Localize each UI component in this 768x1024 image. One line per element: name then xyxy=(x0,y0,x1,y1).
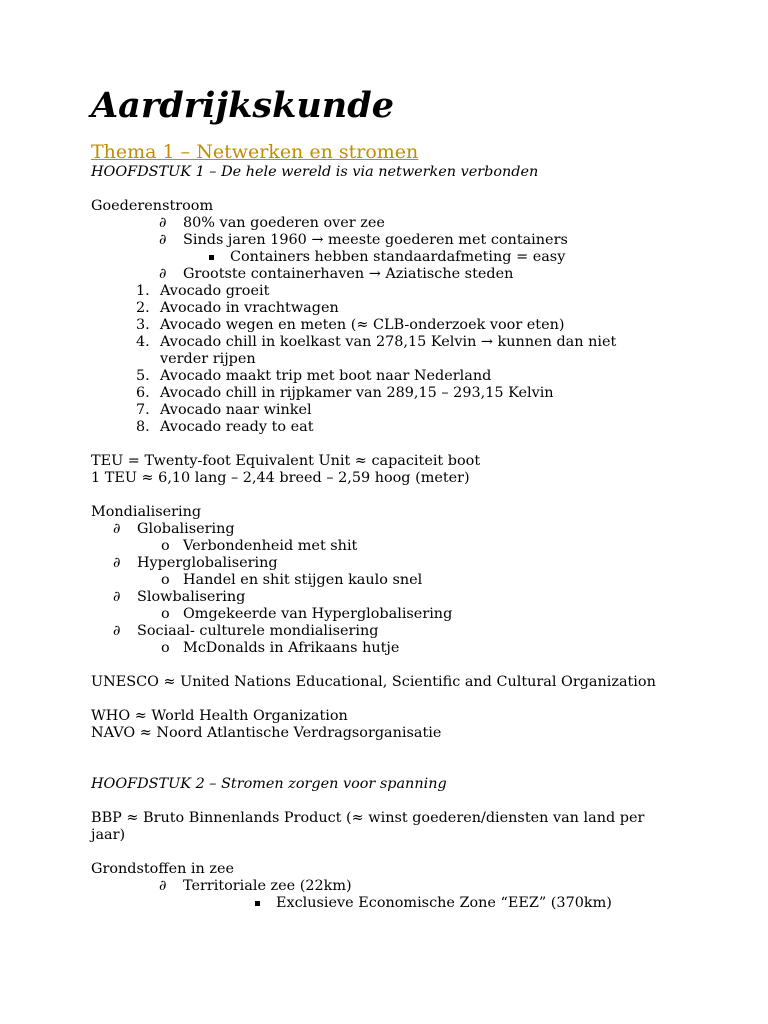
square-bullet-icon xyxy=(255,901,260,906)
list-item: ∂ 80% van goederen over zee xyxy=(159,215,385,231)
bbp-definition: BBP ≈ Bruto Binnenlands Product (≈ winst goederen/diensten van land per jaar) xyxy=(91,810,645,843)
teu-dimensions: 1 TEU ≈ 6,10 lang – 2,44 breed – 2,59 hoog (meter) xyxy=(91,470,470,486)
partial-bullet-icon: ∂ xyxy=(159,266,167,282)
who-definition: WHO ≈ World Health Organization xyxy=(91,708,348,724)
unesco-definition: UNESCO ≈ United Nations Educational, Scientific and Cultural Organization xyxy=(91,674,656,690)
theme-heading: Thema 1 – Netwerken en stromen xyxy=(91,141,419,163)
list-item: o Verbondenheid met shit xyxy=(161,538,358,554)
partial-bullet-icon: ∂ xyxy=(113,555,121,571)
chapter-2-heading: HOOFDSTUK 2 – Stromen zorgen voor spanning xyxy=(91,776,447,792)
page-title: Aardrijkskunde xyxy=(91,85,394,126)
circle-bullet-icon: o xyxy=(161,572,170,588)
list-item: o Handel en shit stijgen kaulo snel xyxy=(161,572,423,588)
partial-bullet-icon: ∂ xyxy=(159,232,167,248)
grondstoffen-heading: Grondstoffen in zee xyxy=(91,861,234,877)
list-item: ∂ Slowbalisering xyxy=(113,589,246,605)
numbered-item: 4. Avocado chill in koelkast van 278,15 Kelvin → kunnen dan niet verder rijpen xyxy=(136,334,617,367)
partial-bullet-icon: ∂ xyxy=(113,589,121,605)
list-item: ∂ Sociaal- culturele mondialisering xyxy=(113,623,379,639)
mondialisering-heading: Mondialisering xyxy=(91,504,202,520)
numbered-item: 1. Avocado groeit xyxy=(136,283,270,299)
chapter-1-heading: HOOFDSTUK 1 – De hele wereld is via netwerken verbonden xyxy=(91,164,539,180)
list-item: Containers hebben standaardafmeting = easy xyxy=(91,249,691,266)
list-item: ∂ Grootste containerhaven → Aziatische steden xyxy=(159,266,514,282)
list-item: Exclusieve Economische Zone “EEZ” (370km) xyxy=(91,895,691,912)
list-item: o McDonalds in Afrikaans hutje xyxy=(161,640,400,656)
circle-bullet-icon: o xyxy=(161,640,170,656)
teu-definition: TEU = Twenty-foot Equivalent Unit ≈ capaciteit boot xyxy=(91,453,481,469)
square-bullet-icon xyxy=(209,255,214,260)
list-item: ∂ Territoriale zee (22km) xyxy=(159,878,352,894)
numbered-item: 5. Avocado maakt trip met boot naar Nederland xyxy=(136,368,492,384)
partial-bullet-icon: ∂ xyxy=(113,521,121,537)
partial-bullet-icon: ∂ xyxy=(159,215,167,231)
list-item: ∂ Sinds jaren 1960 → meeste goederen met containers xyxy=(159,232,568,248)
list-item: ∂ Hyperglobalisering xyxy=(113,555,278,571)
numbered-item: 8. Avocado ready to eat xyxy=(136,419,314,435)
numbered-item: 3. Avocado wegen en meten (≈ CLB-onderzoek voor eten) xyxy=(136,317,565,333)
circle-bullet-icon: o xyxy=(161,538,170,554)
numbered-item: 2. Avocado in vrachtwagen xyxy=(136,300,339,316)
partial-bullet-icon: ∂ xyxy=(159,878,167,894)
list-item: ∂ Globalisering xyxy=(113,521,235,537)
navo-definition: NAVO ≈ Noord Atlantische Verdragsorganisatie xyxy=(91,725,442,741)
document-body xyxy=(91,140,691,912)
list-item: o Omgekeerde van Hyperglobalisering xyxy=(161,606,453,622)
goederenstroom-heading: Goederenstroom xyxy=(91,198,214,214)
circle-bullet-icon: o xyxy=(161,606,170,622)
partial-bullet-icon: ∂ xyxy=(113,623,121,639)
numbered-item: 6. Avocado chill in rijpkamer van 289,15 – 293,15 Kelvin xyxy=(136,385,554,401)
numbered-item: 7. Avocado naar winkel xyxy=(136,402,312,418)
